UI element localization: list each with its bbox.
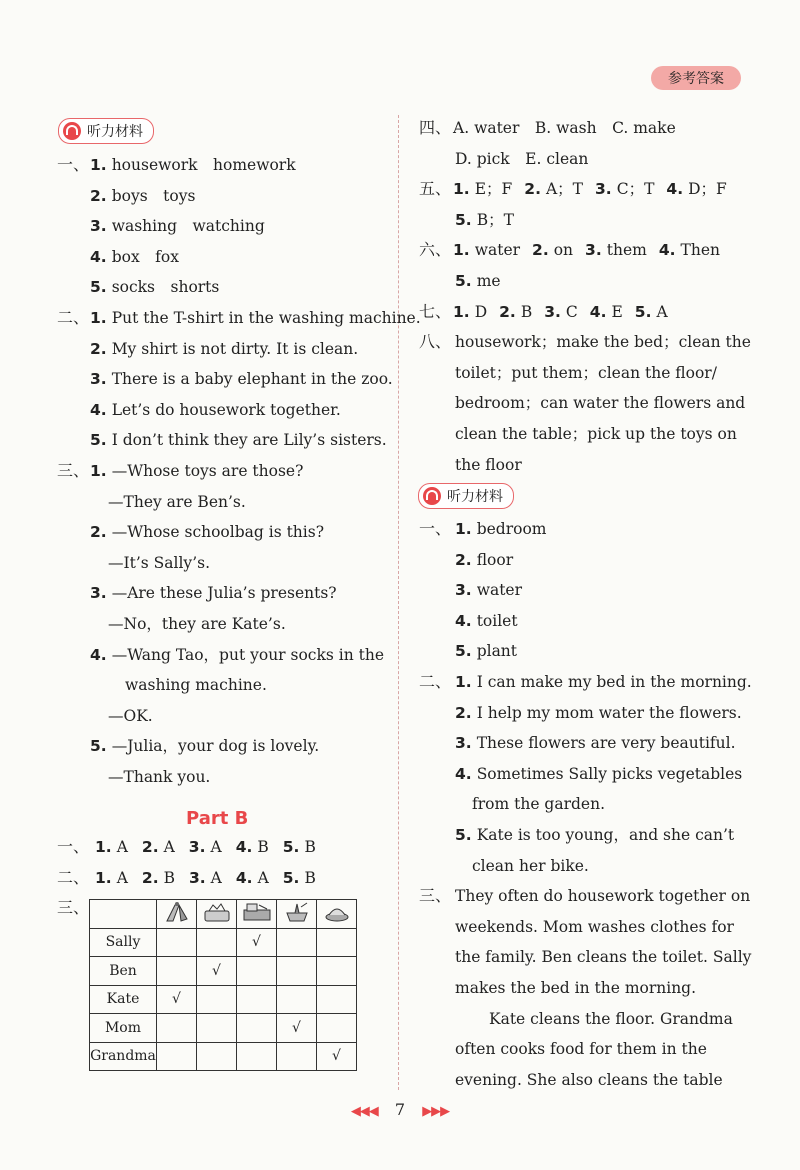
- item-number: 2.: [455, 550, 472, 569]
- list-item: [472, 794, 605, 814]
- item-number: 2.: [499, 302, 516, 321]
- item-number: 5.: [634, 302, 652, 321]
- item-number: 2.: [141, 869, 159, 887]
- item-number: 4.: [90, 247, 107, 266]
- item-text: plant: [476, 642, 518, 661]
- empty-cell: [317, 985, 357, 1014]
- item-number: 2.: [532, 241, 549, 260]
- part-b-heading: Part B: [186, 808, 249, 829]
- list-item: [57, 308, 421, 328]
- sweeping-picture: [157, 900, 197, 929]
- list-item: [455, 825, 734, 845]
- person-name-cell: Ben: [90, 957, 157, 986]
- cooking-picture: [317, 900, 357, 929]
- item-number: 2.: [90, 186, 107, 205]
- empty-cell: [197, 985, 237, 1014]
- paragraph-line: [419, 332, 751, 352]
- item-number: 3.: [188, 838, 206, 856]
- empty-cell: [317, 928, 357, 957]
- item-number: 4.: [235, 869, 253, 887]
- item-text: There is a baby elephant in the zoo.: [111, 370, 393, 389]
- paragraph-line: [455, 1070, 723, 1090]
- dialog-text: —Julia，your dog is lovely.: [111, 737, 320, 756]
- dialog-text: —Whose toys are those?: [111, 462, 304, 480]
- item-number: 1.: [95, 869, 112, 887]
- section-marker-line: [57, 898, 89, 918]
- item-text: Kate is too young，and she can’t: [476, 826, 735, 844]
- section-marker: 七、: [419, 301, 452, 321]
- list-item: [472, 856, 589, 876]
- answer-value: E: [611, 302, 623, 321]
- next-arrows-icon: ▶▶▶: [422, 1104, 450, 1119]
- table-corner-cell: [90, 900, 157, 929]
- listening-material-tag: [58, 118, 154, 144]
- table-row: [90, 1014, 357, 1043]
- person-name-cell: Grandma: [90, 1042, 157, 1071]
- answer-value: B: [304, 838, 316, 856]
- answer-value: water: [474, 241, 521, 260]
- item-number: 1.: [455, 673, 472, 691]
- previous-arrows-icon: ◀◀◀: [350, 1104, 378, 1119]
- item-number: 5.: [282, 869, 300, 887]
- answer-value: B: [257, 838, 269, 856]
- section-marker: 三、: [57, 461, 90, 480]
- paragraph-line: [455, 917, 734, 937]
- answer-row: [419, 240, 720, 260]
- empty-cell: [237, 1014, 277, 1043]
- dialog-line: [90, 645, 384, 665]
- item-text: I don’t think they are Lily’s sisters.: [111, 431, 387, 450]
- list-item: [90, 400, 341, 420]
- paragraph-line: [419, 886, 751, 906]
- list-item: [455, 580, 522, 600]
- item-number: 1.: [90, 309, 107, 327]
- dialog-line: [125, 675, 267, 695]
- list-item: [455, 550, 513, 570]
- empty-cell: [237, 985, 277, 1014]
- dialog-text: —They are Ben’s.: [108, 492, 246, 511]
- section-marker: 三、: [57, 898, 90, 917]
- list-item: [455, 733, 736, 753]
- table-header-row: [90, 900, 357, 929]
- answer-value: Then: [680, 241, 720, 260]
- item-number: 3.: [90, 584, 107, 603]
- item-number: 5.: [90, 737, 107, 756]
- paragraph-line: [455, 393, 745, 413]
- paragraph-text: They often do housework together on: [455, 887, 751, 906]
- list-item: [455, 703, 742, 723]
- empty-cell: [237, 957, 277, 986]
- list-item: [455, 641, 517, 661]
- item-text: box fox: [111, 247, 179, 266]
- list-item: [90, 216, 265, 236]
- answer-value: C: [565, 302, 578, 321]
- item-number: 2.: [455, 703, 472, 722]
- paragraph-text: toilet；put them；clean the floor/: [455, 363, 717, 382]
- dialog-line: [108, 706, 153, 726]
- answer-row: [419, 179, 727, 199]
- item-number: 1.: [453, 302, 470, 321]
- answer-value: B: [520, 302, 533, 321]
- list-item: [90, 430, 387, 450]
- paragraph-text: Kate cleans the floor. Grandma: [489, 1009, 733, 1028]
- answer-value: A: [210, 838, 222, 856]
- item-text: My shirt is not dirty. It is clean.: [111, 339, 359, 358]
- dialog-line: [90, 736, 319, 756]
- list-item: [90, 277, 219, 297]
- empty-cell: [197, 1042, 237, 1071]
- item-number: 1.: [455, 520, 472, 538]
- answer-value: A；T: [545, 180, 584, 199]
- answer-row: [57, 868, 316, 888]
- item-text: I help my mom water the flowers.: [476, 703, 742, 722]
- item-number: 5.: [282, 838, 300, 856]
- answer-value: B；T: [476, 210, 514, 229]
- item-text: socks shorts: [111, 278, 220, 297]
- item-text: housework homework: [111, 156, 296, 174]
- list-item: [90, 339, 358, 359]
- item-text: washing watching: [111, 217, 265, 236]
- empty-cell: [277, 957, 317, 986]
- paragraph-line: [489, 1009, 733, 1029]
- answer-row: [455, 149, 588, 169]
- paragraph-text: the floor: [455, 455, 522, 474]
- item-number: 3.: [455, 581, 472, 600]
- answer-value: A: [656, 302, 668, 321]
- table-row: [90, 928, 357, 957]
- item-text: boys toys: [111, 186, 196, 205]
- answer-row: [455, 271, 501, 291]
- list-item: [90, 186, 195, 206]
- table-row: [90, 957, 357, 986]
- item-number: 3.: [90, 370, 107, 389]
- dialog-line: [108, 614, 286, 634]
- paragraph-text: weekends. Mom washes clothes for: [455, 917, 734, 936]
- answer-value: A: [163, 838, 175, 856]
- item-number: 3.: [595, 180, 612, 199]
- item-number: 1.: [453, 180, 470, 199]
- dialog-text: —It’s Sally’s.: [108, 553, 210, 572]
- column-divider: [398, 115, 399, 1090]
- answer-value: A: [210, 869, 222, 887]
- section-marker: 三、: [419, 886, 452, 906]
- empty-cell: [157, 1042, 197, 1071]
- empty-cell: [317, 957, 357, 986]
- answer-text: D. pick E. clean: [455, 149, 589, 168]
- dialog-line: [90, 583, 337, 603]
- answer-value: C；T: [616, 180, 655, 199]
- answer-value: A: [257, 869, 269, 887]
- item-text: bedroom: [476, 520, 547, 538]
- item-number: 4.: [90, 645, 107, 664]
- dialog-line: [57, 461, 304, 481]
- paragraph-line: [455, 978, 696, 998]
- item-number: 1.: [95, 838, 112, 856]
- item-number: 3.: [544, 302, 561, 321]
- item-number: 5.: [90, 278, 107, 297]
- check-mark-cell: √: [277, 1014, 317, 1043]
- paragraph-line: [455, 1039, 707, 1059]
- item-number: 1.: [90, 156, 107, 174]
- item-text: Let’s do housework together.: [111, 400, 341, 419]
- answer-text: A. water B. wash C. make: [453, 119, 676, 137]
- page-number: 7: [394, 1100, 406, 1119]
- item-number: 5.: [455, 826, 472, 844]
- paragraph-line: [455, 424, 737, 444]
- section-marker: 六、: [419, 240, 452, 260]
- table-row: [90, 1042, 357, 1071]
- item-number: 5.: [455, 272, 472, 290]
- item-number: 4.: [235, 838, 253, 856]
- item-number: 2.: [141, 838, 159, 856]
- list-item: [455, 764, 742, 784]
- item-number: 3.: [585, 241, 602, 260]
- list-item: [455, 611, 518, 631]
- item-text: Sometimes Sally picks vegetables: [476, 764, 743, 783]
- dialog-text: —Wang Tao，put your socks in the: [111, 645, 385, 664]
- answer-key-badge: 参考答案: [651, 66, 741, 90]
- section-marker: 四、: [419, 118, 452, 137]
- empty-cell: [277, 928, 317, 957]
- empty-cell: [157, 1014, 197, 1043]
- person-name-cell: Kate: [90, 985, 157, 1014]
- dialog-text: —Are these Julia’s presents?: [111, 584, 337, 603]
- tag-label: 听力材料: [87, 124, 143, 140]
- section-marker: 五、: [419, 179, 452, 199]
- answer-table: [89, 899, 357, 1071]
- item-number: 1.: [453, 241, 470, 260]
- item-number: 4.: [90, 400, 107, 419]
- watering-plant-picture: [277, 900, 317, 929]
- person-name-cell: Mom: [90, 1014, 157, 1043]
- dialog-text: —Whose schoolbag is this?: [111, 523, 325, 542]
- section-marker: 二、: [57, 868, 90, 887]
- check-mark-cell: √: [237, 928, 277, 957]
- item-number: 1.: [90, 462, 107, 480]
- answer-value: D；F: [688, 180, 727, 199]
- item-text: clean her bike.: [472, 856, 589, 875]
- item-number: 4.: [666, 180, 684, 199]
- person-name-cell: Sally: [90, 928, 157, 957]
- section-marker: 二、: [57, 308, 90, 327]
- dialog-line: [108, 767, 210, 787]
- item-text: Put the T-shirt in the washing machine.: [111, 309, 421, 327]
- answer-row: [419, 118, 676, 138]
- answer-value: D: [474, 302, 488, 321]
- list-item: [57, 155, 296, 175]
- empty-cell: [277, 1042, 317, 1071]
- item-text: toilet: [476, 611, 518, 630]
- item-text: from the garden.: [472, 795, 605, 814]
- empty-cell: [157, 957, 197, 986]
- section-marker: 一、: [419, 519, 452, 538]
- page-footer: [0, 1100, 800, 1119]
- answer-value: A: [116, 869, 128, 887]
- paragraph-text: often cooks food for them in the: [455, 1040, 707, 1059]
- headphones-icon: [423, 487, 441, 505]
- answer-value: B: [304, 869, 316, 887]
- paragraph-line: [455, 363, 717, 383]
- dialog-line: [108, 492, 246, 512]
- dialog-text: —No，they are Kate’s.: [108, 615, 286, 633]
- section-marker: 八、: [419, 332, 452, 352]
- dialog-line: [108, 553, 210, 573]
- check-mark-cell: √: [157, 985, 197, 1014]
- item-number: 5.: [455, 642, 472, 661]
- paragraph-line: [455, 947, 751, 967]
- empty-cell: [197, 928, 237, 957]
- empty-cell: [277, 985, 317, 1014]
- item-number: 2.: [90, 339, 107, 358]
- item-number: 4.: [455, 611, 472, 630]
- washing-clothes-picture: [197, 900, 237, 929]
- empty-cell: [317, 1014, 357, 1043]
- item-text: water: [476, 581, 523, 600]
- paragraph-text: clean the table；pick up the toys on: [455, 425, 737, 443]
- item-number: 4.: [455, 764, 472, 783]
- empty-cell: [237, 1042, 277, 1071]
- paragraph-text: the family. Ben cleans the toilet. Sally: [455, 948, 752, 967]
- answer-row: [419, 302, 668, 322]
- check-mark-cell: √: [197, 957, 237, 986]
- item-number: 4.: [658, 241, 676, 260]
- item-number: 2.: [90, 523, 107, 542]
- item-number: 3.: [90, 217, 107, 236]
- section-marker: 一、: [57, 837, 90, 856]
- item-number: 4.: [589, 302, 607, 321]
- answer-value: A: [116, 838, 128, 856]
- item-number: 2.: [524, 180, 541, 199]
- item-number: 3.: [188, 869, 206, 887]
- item-text: These flowers are very beautiful.: [476, 734, 736, 753]
- list-item: [419, 519, 547, 539]
- section-marker: 二、: [419, 672, 452, 691]
- answer-value: me: [476, 272, 501, 290]
- paragraph-line: [455, 455, 522, 475]
- dialog-line: [90, 522, 324, 542]
- list-item: [90, 247, 179, 267]
- table-row: [90, 985, 357, 1014]
- paragraph-text: housework；make the bed；clean the: [455, 333, 751, 352]
- item-number: 3.: [455, 734, 472, 753]
- dialog-text: —OK.: [108, 706, 153, 725]
- headphones-icon: [63, 122, 81, 140]
- making-bed-picture: [237, 900, 277, 929]
- paragraph-text: evening. She also cleans the table: [455, 1070, 723, 1089]
- dialog-text: washing machine.: [125, 676, 267, 695]
- section-marker: 一、: [57, 155, 90, 174]
- item-number: 5.: [90, 431, 107, 450]
- list-item: [419, 672, 752, 692]
- answer-value: them: [606, 241, 647, 260]
- paragraph-text: makes the bed in the morning.: [455, 979, 697, 997]
- item-text: I can make my bed in the morning.: [476, 673, 752, 691]
- answer-row: [57, 837, 316, 857]
- paragraph-text: bedroom；can water the flowers and: [455, 394, 746, 413]
- answer-value: E；F: [474, 180, 513, 199]
- empty-cell: [197, 1014, 237, 1043]
- item-text: floor: [476, 550, 514, 569]
- check-mark-cell: √: [317, 1042, 357, 1071]
- tag-label: 听力材料: [447, 489, 503, 505]
- list-item: [90, 369, 393, 389]
- answer-row: [455, 210, 514, 230]
- answer-value: on: [553, 241, 574, 260]
- item-number: 5.: [455, 210, 472, 229]
- answer-value: B: [163, 869, 175, 887]
- empty-cell: [157, 928, 197, 957]
- dialog-text: —Thank you.: [108, 768, 211, 786]
- listening-material-tag-2: [418, 483, 514, 509]
